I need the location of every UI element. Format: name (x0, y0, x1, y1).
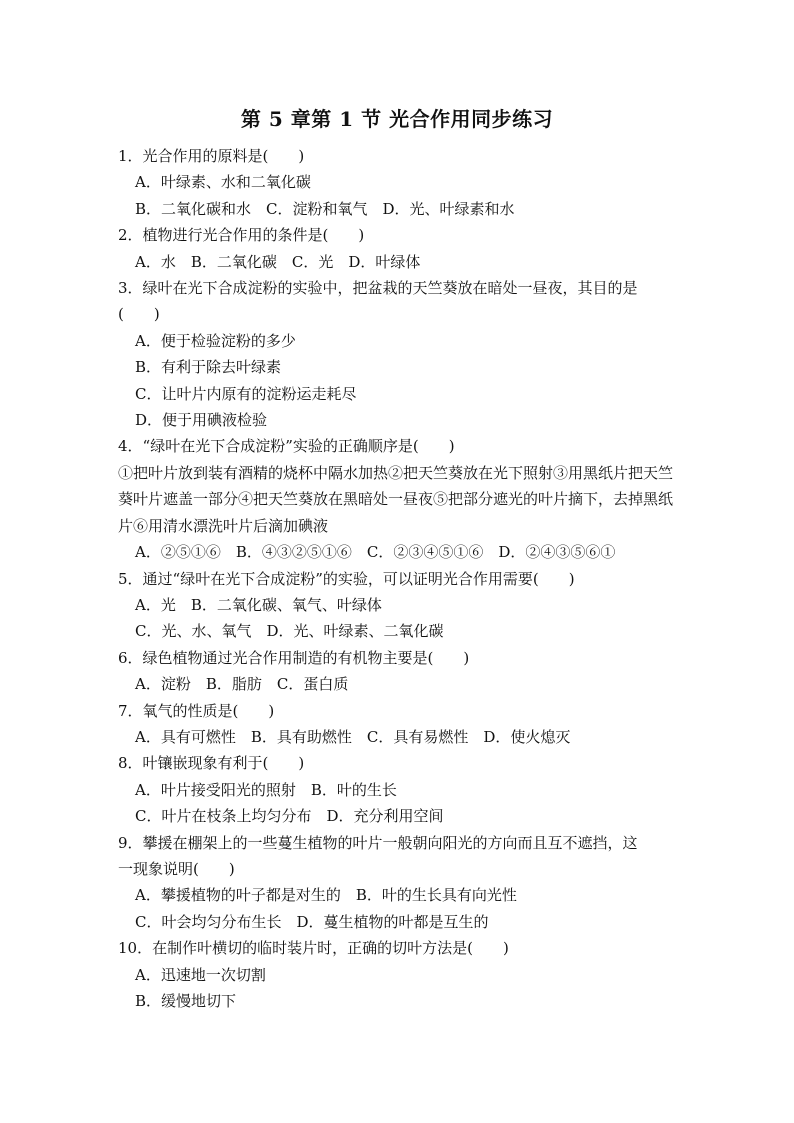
question-8-stem: 8．叶镶嵌现象有利于( ) (118, 754, 305, 773)
question-3-option-line: D．便于用碘液检验 (135, 411, 268, 430)
question-10-option-line: B．缓慢地切下 (135, 992, 237, 1010)
question-9-option-line: C．叶会均匀分布生长 D．蔓生植物的叶都是互生的 (135, 912, 489, 931)
question-6-option-line: A．淀粉 B．脂肪 C．蛋白质 (135, 675, 349, 694)
question-4-passage: ①把叶片放到装有酒精的烧杯中隔水加热②把天竺葵放在光下照射③用黑纸片把天竺葵叶片遮盖一部分④把天竺葵放在黑暗处一昼夜⑤把部分遮光的叶片摘下，去掉黑纸片⑥用清水漂洗叶片后滴加碘液 (118, 463, 674, 535)
page-title: 第 5 章第 1 节 光合作用同步练习 (240, 107, 554, 131)
question-5-option-line: A．光 B．二氧化碳、氧气、叶绿体 (135, 595, 382, 614)
question-10-option-line: A．迅速地一次切割 (135, 965, 266, 984)
question-5-stem: 5．通过“绿叶在光下合成淀粉”的实验，可以证明光合作用需要( ) (118, 569, 575, 588)
question-3-stem: 3．绿叶在光下合成淀粉的实验中，把盆栽的天竺葵放在暗处一昼夜，其目的是 (118, 279, 638, 298)
question-9-stem-continued: 一现象说明( ) (118, 859, 235, 878)
question-2-stem: 2．植物进行光合作用的条件是( ) (118, 226, 365, 245)
question-5-option-line: C．光、水、氧气 D．光、叶绿素、二氧化碳 (135, 622, 444, 641)
question-list (118, 143, 680, 1014)
question-9-stem: 9．攀援在棚架上的一些蔓生植物的叶片一般朝向阳光的方向而且互不遮挡，这 (118, 833, 638, 852)
question-8-option-line: A．叶片接受阳光的照射 B．叶的生长 (135, 780, 397, 799)
question-1-option-line: A．叶绿素、水和二氧化碳 (135, 173, 311, 192)
question-6-stem: 6．绿色植物通过光合作用制造的有机物主要是( ) (118, 648, 470, 667)
question-9-option-line: A．攀援植物的叶子都是对生的 B．叶的生长具有向光性 (135, 886, 517, 905)
question-4-stem: 4．“绿叶在光下合成淀粉”实验的正确顺序是( ) (118, 437, 455, 456)
question-4-option-line: A．②⑤①⑥ B．④③②⑤①⑥ C．②③④⑤①⑥ D．②④③⑤⑥① (135, 543, 616, 562)
question-3-stem-continued: ( ) (118, 305, 160, 324)
question-3-option-line: A．便于检验淀粉的多少 (135, 331, 296, 350)
question-1-stem: 1．光合作用的原料是( ) (118, 147, 305, 165)
question-2-option-line: A．水 B．二氧化碳 C．光 D．叶绿体 (135, 252, 421, 271)
question-10-stem: 10．在制作叶横切的临时装片时，正确的切叶方法是( ) (118, 939, 509, 958)
question-3-option-line: C．让叶片内原有的淀粉运走耗尽 (135, 384, 357, 403)
question-3-option-line: B．有利于除去叶绿素 (135, 358, 282, 377)
question-7-option-line: A．具有可燃性 B．具有助燃性 C．具有易燃性 D．使火熄灭 (135, 727, 571, 746)
question-7-stem: 7．氧气的性质是( ) (118, 701, 275, 720)
question-1-option-line: B．二氧化碳和水 C．淀粉和氧气 D．光、叶绿素和水 (135, 199, 515, 218)
question-8-option-line: C．叶片在枝条上均匀分布 D．充分利用空间 (135, 807, 444, 826)
